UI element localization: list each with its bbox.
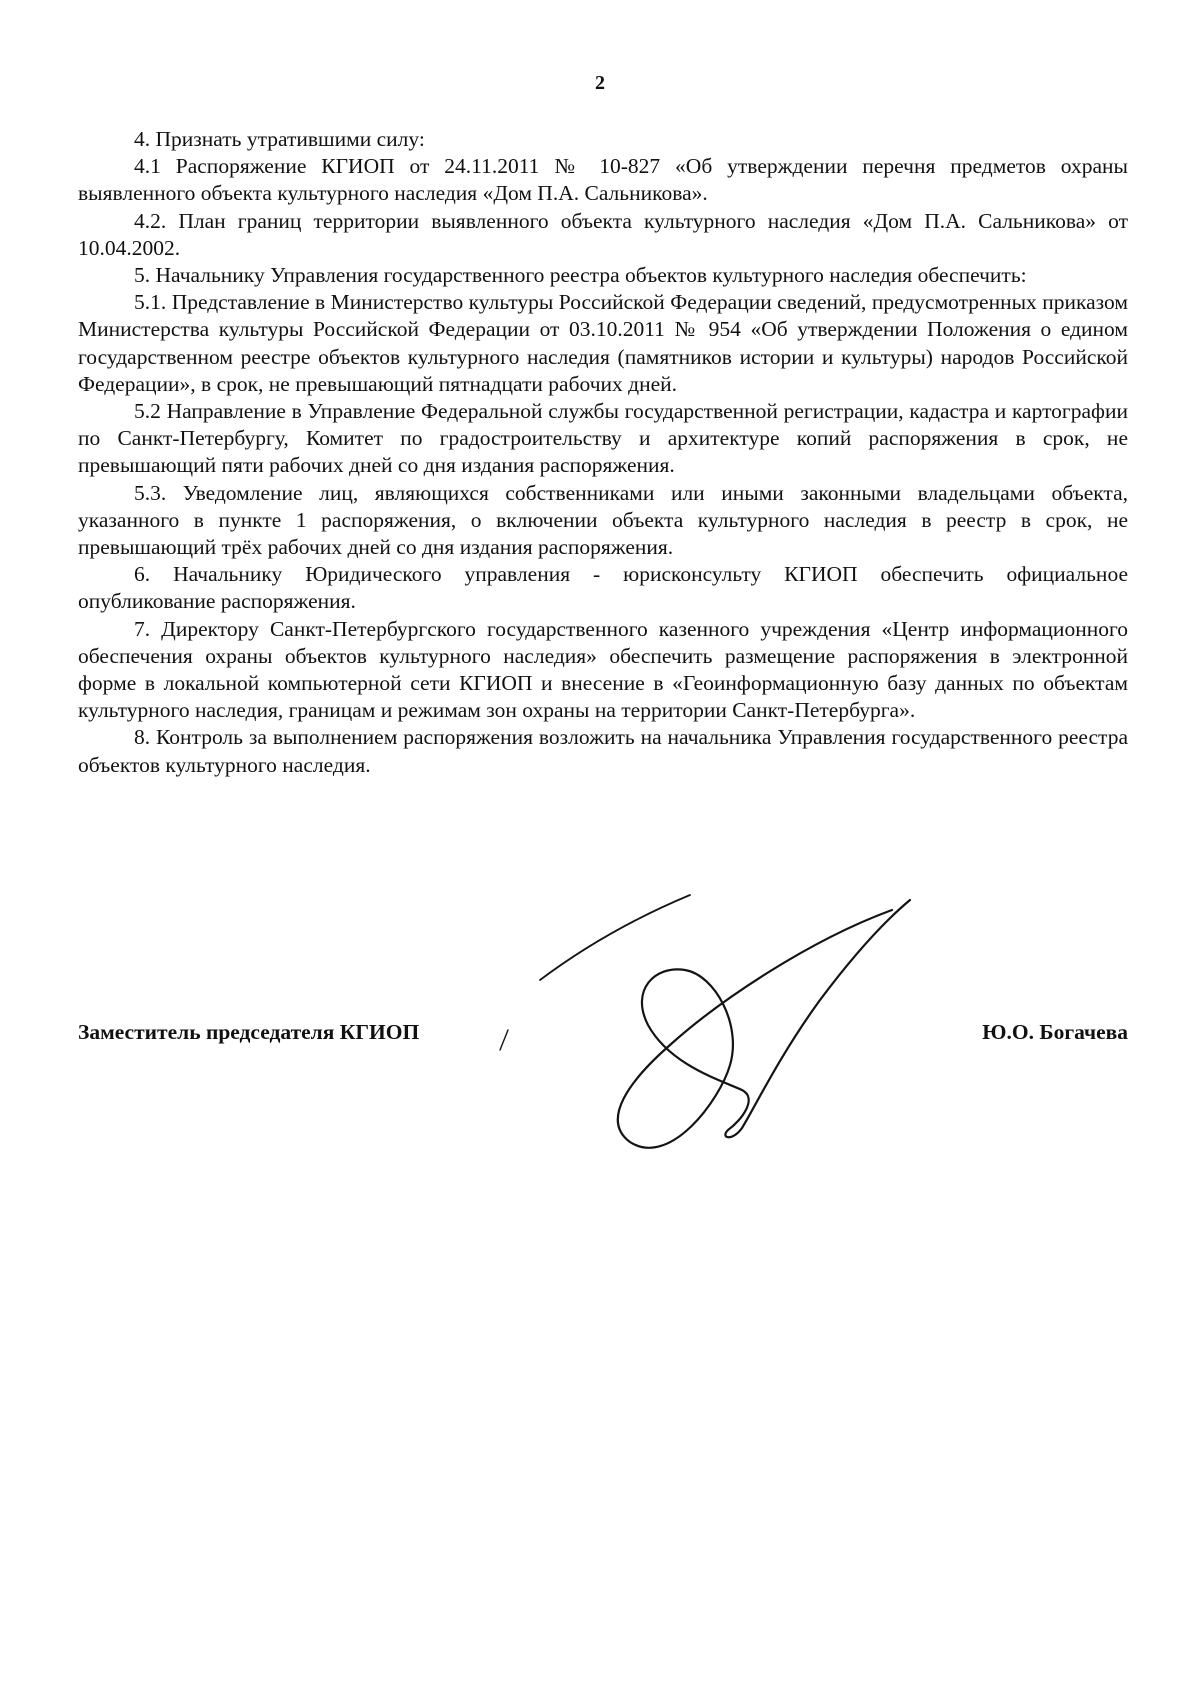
- paragraph-5-1: 5.1. Представление в Министерство культуры Российской Федерации сведений, предусмотренных приказом Министерства культуры Российской Федерации от 03.10.2011 № 954 «Об утверждении Положения о едином государственном реестре объектов культурного наследия (памятников истории и культуры) народов Российской Федерации», в срок, не превышающий пятнадцати рабочих дней.: [78, 290, 1128, 396]
- paragraph-7: 7. Директору Санкт-Петербургского государственного казенного учреждения «Центр информационного обеспечения охраны объектов культурного наследия» обеспечить размещение распоряжения в электронной форме в локальной компьютерной сети КГИОП и внесение в «Геоинформационную базу данных по объектам культурного наследия, границам и режимам зон охраны на территории Санкт-Петербурга».: [78, 616, 1128, 723]
- paragraph-6: 6. Начальнику Юридического управления - юрисконсульту КГИОП обеспечить официальное опубликование распоряжения.: [78, 562, 1128, 614]
- page-number: 2: [595, 72, 605, 94]
- document-body: [78, 126, 1128, 779]
- paragraph-4-1: 4.1 Распоряжение КГИОП от 24.11.2011 № 10-827 «Об утверждении перечня предметов охраны выявленного объекта культурного наследия «Дом П.А. Сальникова».: [78, 154, 1128, 206]
- paragraph-4: 4. Признать утратившими силу:: [134, 127, 425, 151]
- paragraph-8: 8. Контроль за выполнением распоряжения возложить на начальника Управления государственного реестра объектов культурного наследия.: [78, 725, 1128, 777]
- paragraph-5-2: 5.2 Направление в Управление Федеральной службы государственной регистрации, кадастра и картографии по Санкт-Петербургу, Комитет по градостроительству и архитектуре копий распоряжения в срок, не превышающий пяти рабочих дней со дня издания распоряжения.: [78, 399, 1128, 478]
- paragraph-4-2: 4.2. План границ территории выявленного объекта культурного наследия «Дом П.А. Сальникова» от 10.04.2002.: [78, 208, 1128, 260]
- signatory-position: Заместитель председателя КГИОП: [78, 1020, 420, 1044]
- handwritten-signature: [480, 880, 960, 1160]
- paragraph-5: 5. Начальнику Управления государственного реестра объектов культурного наследия обеспечить:: [134, 263, 1027, 288]
- signatory-name: Ю.О. Богачева: [982, 1020, 1128, 1044]
- paragraph-5-3: 5.3. Уведомление лиц, являющихся собственниками или иными законными владельцами объекта, указанного в пункте 1 распоряжения, о включении объекта культурного наследия в реестр в срок, не превышающий трёх рабочих дней со дня издания распоряжения.: [78, 480, 1128, 560]
